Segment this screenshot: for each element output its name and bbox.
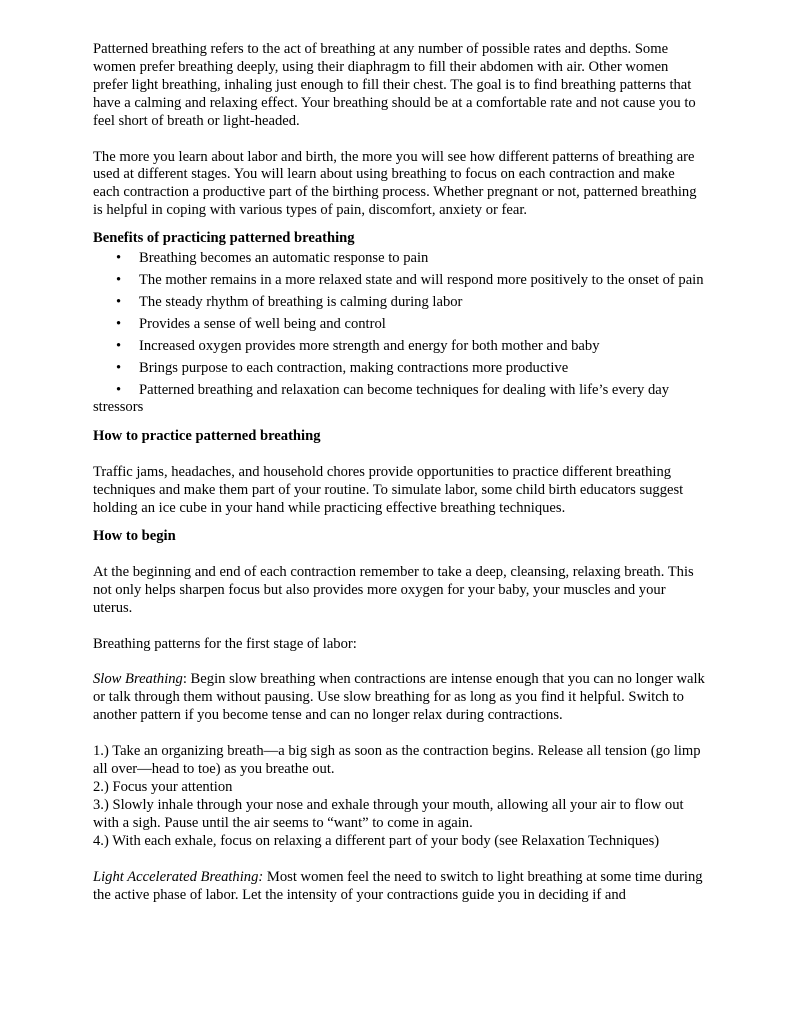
benefit-text: Breathing becomes an automatic response to pain — [139, 250, 429, 267]
bullet-icon: • — [116, 293, 122, 310]
first-stage-intro: Breathing patterns for the first stage of labor: — [93, 635, 357, 652]
intro-paragraph-1: Patterned breathing refers to the act of breathing at any number of possible rates and depths. Some women prefer breathing deeply, using their diaphragm to fill their abdomen with air. Other women prefer light breathing, inhaling just enough to fill their chest. The goal is to find breathing patterns that have a calming and relaxing effect. Your breathing should be at a comfortable rate and not cause you to feel short of breath or light-headed. — [93, 41, 696, 129]
begin-heading: How to begin — [93, 527, 176, 544]
light-breathing-paragraph — [93, 869, 705, 905]
intro-paragraph-2: The more you learn about labor and birth, the more you will see how different patterns of breathing are used at different stages. You will learn about using breathing to focus on each contraction and make each contraction a productive part of the birthing process. Whether pregnant or not, patterned breathing is helpful in coping with various types of pain, discomfort, anxiety or fear. — [93, 148, 697, 219]
benefit-text: The mother remains in a more relaxed state and will respond more positively to the onset of pain — [139, 271, 704, 288]
document-page — [93, 41, 705, 904]
benefits-heading: Benefits of practicing patterned breathing — [93, 230, 355, 247]
light-breathing-term: Light Accelerated Breathing: — [93, 868, 264, 885]
bullet-icon: • — [116, 250, 122, 267]
bullet-icon: • — [116, 381, 122, 398]
step-4: 4.) With each exhale, focus on relaxing a different part of your body (see Relaxation Techniques) — [93, 832, 660, 849]
step-1: 1.) Take an organizing breath—a big sigh as soon as the contraction begins. Release all tension (go limp all over—head to toe) as you breathe out. — [93, 743, 701, 778]
benefit-item — [93, 250, 705, 268]
bullet-icon: • — [116, 315, 122, 332]
light-breathing-text: Most women feel the need to switch to light breathing at some time during the active phase of labor. Let the intensity of your contractions guide you in deciding if and — [93, 868, 703, 903]
benefit-text: The steady rhythm of breathing is calming during labor — [139, 293, 463, 310]
bullet-icon: • — [116, 271, 122, 288]
benefit-item — [93, 272, 705, 290]
step-3: 3.) Slowly inhale through your nose and exhale through your mouth, allowing all your air to flow out with a sigh. Pause until the air seems to “want” to come in again. — [93, 796, 684, 831]
benefit-item — [93, 382, 705, 418]
slow-breathing-paragraph — [93, 671, 705, 725]
benefit-text: Provides a sense of well being and control — [139, 315, 386, 332]
practice-heading: How to practice patterned breathing — [93, 428, 321, 445]
step-2: 2.) Focus your attention — [93, 779, 233, 795]
benefit-item — [93, 316, 705, 334]
begin-paragraph: At the beginning and end of each contraction remember to take a deep, cleansing, relaxing breath. This not only helps sharpen focus but also provides more oxygen for your baby, your muscles and your uterus. — [93, 563, 694, 616]
bullet-icon: • — [116, 359, 122, 376]
benefit-text: Patterned breathing and relaxation can become techniques for dealing with life’s every day stressors — [93, 381, 670, 416]
practice-paragraph: Traffic jams, headaches, and household chores provide opportunities to practice different breathing techniques and make them part of your routine. To simulate labor, some child birth educators suggest holding an ice cube in your hand while practicing effective breathing techniques. — [93, 464, 684, 517]
bullet-icon: • — [116, 337, 122, 354]
slow-breathing-steps — [93, 743, 705, 850]
benefit-text: Increased oxygen provides more strength and energy for both mother and baby — [139, 337, 600, 354]
benefit-item — [93, 294, 705, 312]
benefit-text: Brings purpose to each contraction, making contractions more productive — [139, 359, 569, 376]
slow-breathing-text: : Begin slow breathing when contractions are intense enough that you can no longer walk or talk through them without pausing. Use slow breathing for as long as you find it helpful. Switch to another pattern if you become tense and can no longer relax during contractions. — [93, 671, 705, 724]
benefit-item — [93, 360, 705, 378]
benefit-item — [93, 338, 705, 356]
slow-breathing-term: Slow Breathing — [93, 671, 183, 688]
benefits-list — [93, 250, 705, 417]
